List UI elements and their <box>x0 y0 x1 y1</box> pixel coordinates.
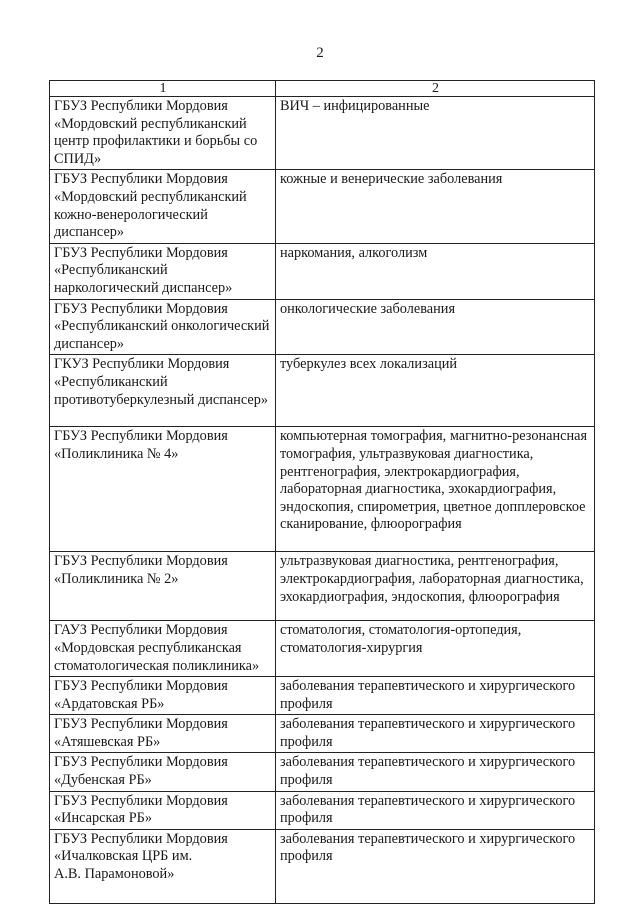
profile-cell: ВИЧ – инфицированные <box>276 97 595 170</box>
institution-cell: ГБУЗ Республики Мордовия «Ардатовская РБ» <box>50 677 276 715</box>
institution-cell: ГБУЗ Республики Мордовия «Мордовский республиканский центр профилактики и борьбы со СПИД» <box>50 97 276 170</box>
page-number: 2 <box>316 45 324 61</box>
institution-cell: ГБУЗ Республики Мордовия «Ичалковская ЦРБ им. А.В. Парамоновой» <box>50 829 276 903</box>
column-header-1: 1 <box>50 81 276 97</box>
profile-cell: заболевания терапевтического и хирургического профиля <box>276 715 595 753</box>
institution-cell: ГБУЗ Республики Мордовия «Республиканский наркологический диспансер» <box>50 243 276 299</box>
profile-cell: заболевания терапевтического и хирургического профиля <box>276 791 595 829</box>
table-row <box>50 791 595 829</box>
table-row <box>50 427 595 552</box>
table-row <box>50 97 595 170</box>
table-row <box>50 677 595 715</box>
institution-cell: ГБУЗ Республики Мордовия «Атяшевская РБ» <box>50 715 276 753</box>
table-row <box>50 753 595 791</box>
profile-cell: туберкулез всех локализаций <box>276 355 595 427</box>
table-row <box>50 829 595 903</box>
profile-cell: заболевания терапевтического и хирургического профиля <box>276 677 595 715</box>
table-header-row <box>50 81 595 97</box>
table-row <box>50 715 595 753</box>
institution-cell: ГКУЗ Республики Мордовия «Республиканский противотуберкулезный диспансер» <box>50 355 276 427</box>
institution-cell: ГБУЗ Республики Мордовия «Мордовский республиканский кожно-венерологический диспансер» <box>50 170 276 243</box>
institution-cell: ГБУЗ Республики Мордовия «Дубенская РБ» <box>50 753 276 791</box>
profile-cell: кожные и венерические заболевания <box>276 170 595 243</box>
profile-cell: стоматология, стоматология-ортопедия, стоматология-хирургия <box>276 621 595 677</box>
profile-cell: заболевания терапевтического и хирургического профиля <box>276 753 595 791</box>
table-row <box>50 299 595 355</box>
profile-cell: ультразвуковая диагностика, рентгенография, электрокардиография, лабораторная диагностика, эхокардиография, эндоскопия, флюорография <box>276 552 595 621</box>
profile-cell: наркомания, алкоголизм <box>276 243 595 299</box>
table-row <box>50 243 595 299</box>
table-row <box>50 552 595 621</box>
institution-cell: ГБУЗ Республики Мордовия «Поликлиника № 4» <box>50 427 276 552</box>
institution-cell: ГБУЗ Республики Мордовия «Поликлиника № 2» <box>50 552 276 621</box>
column-header-2: 2 <box>276 81 595 97</box>
profile-cell: заболевания терапевтического и хирургического профиля <box>276 829 595 903</box>
profile-cell: онкологические заболевания <box>276 299 595 355</box>
table-row <box>50 355 595 427</box>
table-row <box>50 621 595 677</box>
table-row <box>50 170 595 243</box>
institutions-table <box>49 80 595 904</box>
institution-cell: ГБУЗ Республики Мордовия «Республиканский онкологический диспансер» <box>50 299 276 355</box>
institution-cell: ГАУЗ Республики Мордовия «Мордовская республиканская стоматологическая поликлиника» <box>50 621 276 677</box>
institution-cell: ГБУЗ Республики Мордовия «Инсарская РБ» <box>50 791 276 829</box>
profile-cell: компьютерная томография, магнитно-резонансная томография, ультразвуковая диагностика, рентгенография, электрокардиография, лабораторная диагностика, эхокардиография, эндоскопия, спирометрия, цветное допплеровское сканирование, флюорография <box>276 427 595 552</box>
